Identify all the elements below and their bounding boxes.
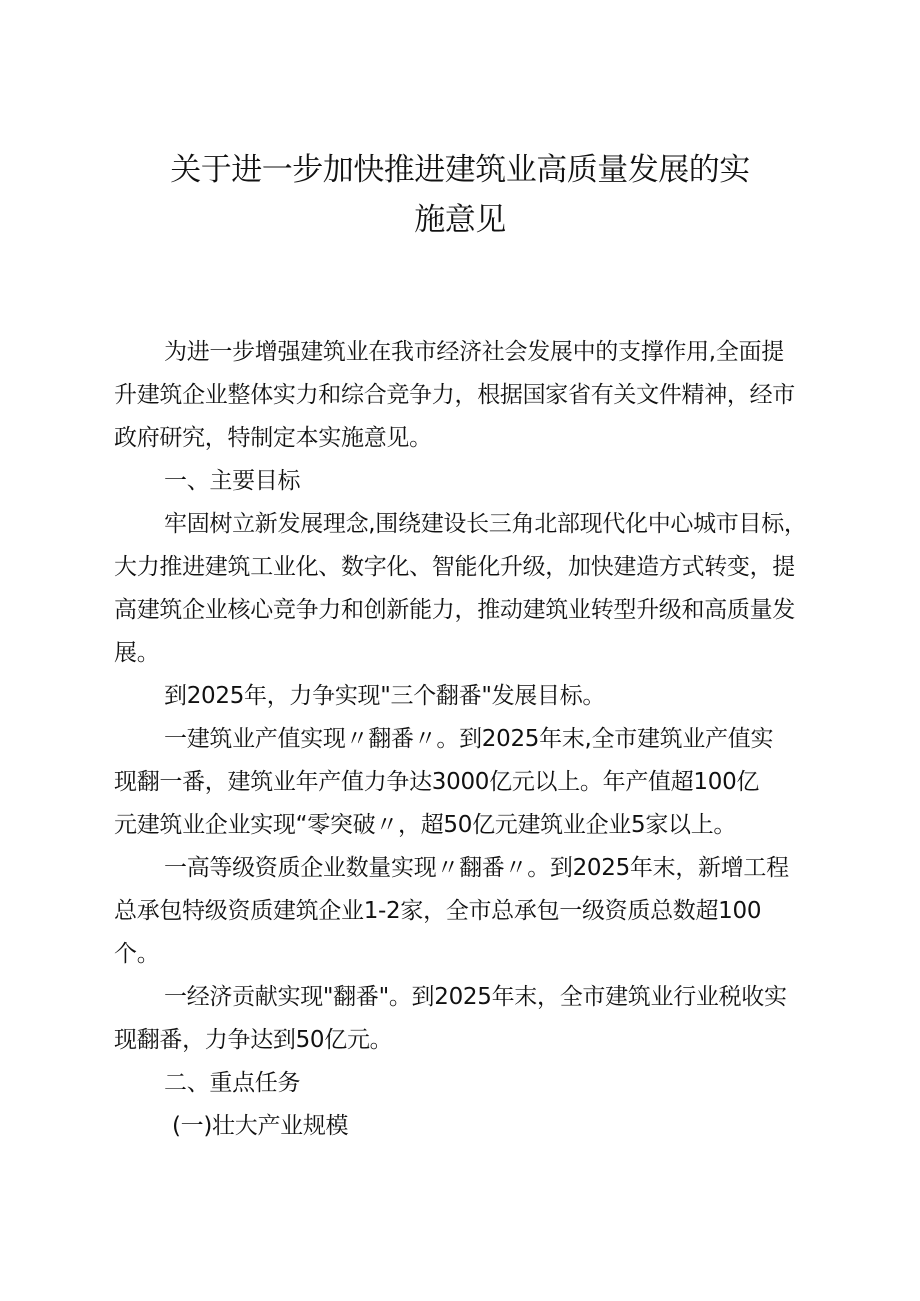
paragraph-line: 一经济贡献实现"翻番"。到2025年末，全市建筑业行业税收实 xyxy=(164,984,787,1010)
section-heading: 一、主要目标 xyxy=(164,468,301,494)
paragraph-line: 一建筑业产值实现〃翻番〃。到2025年末,全市建筑业产值实 xyxy=(164,726,774,752)
paragraph-line: 牢固树立新发展理念,围绕建设长三角北部现代化中心城市目标， xyxy=(164,511,807,537)
paragraph-line: 大力推进建筑工业化、数字化、智能化升级，加快建造方式转变，提 xyxy=(114,554,796,580)
paragraph-line: 高建筑企业核心竞争力和创新能力，推动建筑业转型升级和高质量发 xyxy=(114,597,796,623)
document-title-line-2: 施意见 xyxy=(414,202,506,238)
section-heading: 二、重点任务 xyxy=(164,1070,301,1096)
paragraph-line: 展。 xyxy=(114,640,160,666)
paragraph-line: 为进一步增强建筑业在我市经济社会发展中的支撑作用,全面提 xyxy=(164,339,784,365)
paragraph-line: 政府研究，特制定本实施意见。 xyxy=(114,425,432,451)
subsection-heading: (一)壮大产业规模 xyxy=(172,1113,349,1139)
paragraph-line: 升建筑企业整体实力和综合竞争力，根据国家省有关文件精神，经市 xyxy=(114,382,796,408)
paragraph-line: 到2025年，力争实现"三个翻番"发展目标。 xyxy=(164,683,606,709)
paragraph-line: 个。 xyxy=(114,941,160,967)
paragraph-line: 元建筑业企业实现“零突破〃，超50亿元建筑业企业5家以上。 xyxy=(114,812,737,838)
paragraph-line: 总承包特级资质建筑企业1-2家，全市总承包一级资质总数超100 xyxy=(114,898,762,924)
paragraph-line: 现翻番，力争达到50亿元。 xyxy=(114,1027,393,1053)
paragraph-line: 一高等级资质企业数量实现〃翻番〃。到2025年末，新增工程 xyxy=(164,855,789,881)
document-title-line-1: 关于进一步加快推进建筑业高质量发展的实 xyxy=(170,152,750,188)
paragraph-line: 现翻一番，建筑业年产值力争达3000亿元以上。年产值超100亿 xyxy=(114,769,760,795)
